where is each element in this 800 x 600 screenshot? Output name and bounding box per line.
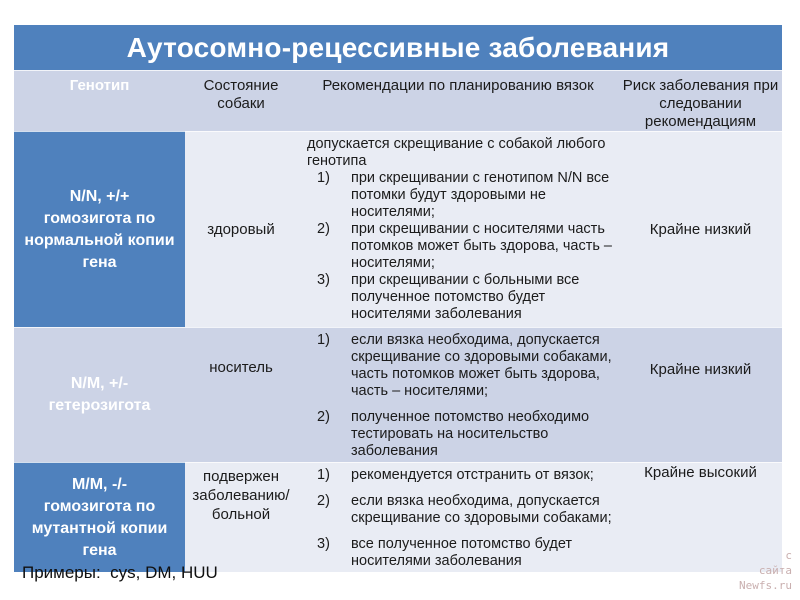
recommendations-cell	[297, 327, 619, 462]
genotype-desc: гомозигота по нормальной копии гена	[24, 209, 175, 271]
genotype-alleles: N/N, +/+	[69, 187, 130, 205]
genotype-alleles: M/M, -/-	[71, 475, 128, 493]
item-number: 2)	[317, 493, 330, 509]
recommendation-item	[305, 221, 613, 272]
genotype-cell	[14, 327, 185, 462]
recommendation-item	[305, 493, 613, 527]
item-text: рекомендуется отстранить от вязок;	[351, 467, 594, 483]
slide-title: Аутосомно-рецессивные заболевания	[14, 25, 782, 70]
recommendation-item	[305, 170, 613, 221]
item-text: полученное потомство необходимо тестировать на носительство заболевания	[351, 409, 590, 459]
column-header-risk: Риск заболевания при следовании рекомендациям	[619, 70, 782, 131]
item-number: 3)	[317, 272, 330, 288]
item-text: все полученное потомство будет носителями заболевания	[351, 536, 573, 569]
item-number: 1)	[317, 467, 330, 483]
table-row	[14, 462, 782, 572]
dog-state-cell: носитель	[185, 327, 297, 462]
item-text: при скрещивании с больными все полученное потомство будет носителями заболевания	[351, 272, 580, 322]
genotype-cell	[14, 131, 185, 327]
risk-cell: Крайне высокий	[619, 462, 782, 572]
recommendation-item	[305, 536, 613, 570]
genotype-desc: гомозигота по мутантной копии гена	[31, 497, 168, 559]
column-header-dog-state: Состояние собаки	[185, 70, 297, 131]
item-text: если вязка необходима, допускается скрещивание со здоровыми собаками, часть потомков может быть здорова, часть – носителями;	[351, 332, 612, 399]
watermark-line: Newfs.ru	[739, 579, 792, 592]
risk-cell: Крайне низкий	[619, 327, 782, 462]
table-row	[14, 131, 782, 327]
risk-cell: Крайне низкий	[619, 131, 782, 327]
recommendations-cell	[297, 131, 619, 327]
recommendation-item	[305, 467, 613, 484]
item-number: 3)	[317, 536, 330, 552]
recommendation-intro: допускается скрещивание с собакой любого генотипа	[307, 136, 606, 169]
item-number: 2)	[317, 409, 330, 425]
watermark	[739, 548, 792, 593]
genotype-alleles: N/M, +/-	[70, 375, 129, 392]
recommendation-item	[305, 332, 613, 400]
item-text: если вязка необходима, допускается скрещивание со здоровыми собаками;	[351, 493, 612, 526]
genotype-desc: гетерозигота	[48, 397, 151, 414]
recommendation-item	[305, 409, 613, 460]
item-text: при скрещивании с генотипом N/N все потомки будут здоровыми не носителями;	[351, 170, 610, 220]
genotype-cell	[14, 462, 185, 572]
item-number: 1)	[317, 332, 330, 348]
recommendations-cell	[297, 462, 619, 572]
table-row	[14, 327, 782, 462]
dog-state-cell: подвержен заболеванию/ больной	[185, 462, 297, 572]
table-header-row	[14, 70, 782, 131]
examples-label: Примеры: cys, DM, HUU	[22, 563, 218, 582]
column-header-recommendations: Рекомендации по планированию вязок	[297, 70, 619, 131]
watermark-line: с	[785, 549, 792, 562]
item-text: при скрещивании с носителями часть потомков может быть здорова, часть – носителями;	[351, 221, 612, 271]
disease-table	[14, 25, 782, 572]
column-header-genotype: Генотип	[14, 70, 185, 131]
dog-state-cell: здоровый	[185, 131, 297, 327]
item-number: 1)	[317, 170, 330, 186]
watermark-line: сайта	[758, 564, 792, 577]
item-number: 2)	[317, 221, 330, 237]
recommendation-item	[305, 272, 613, 323]
